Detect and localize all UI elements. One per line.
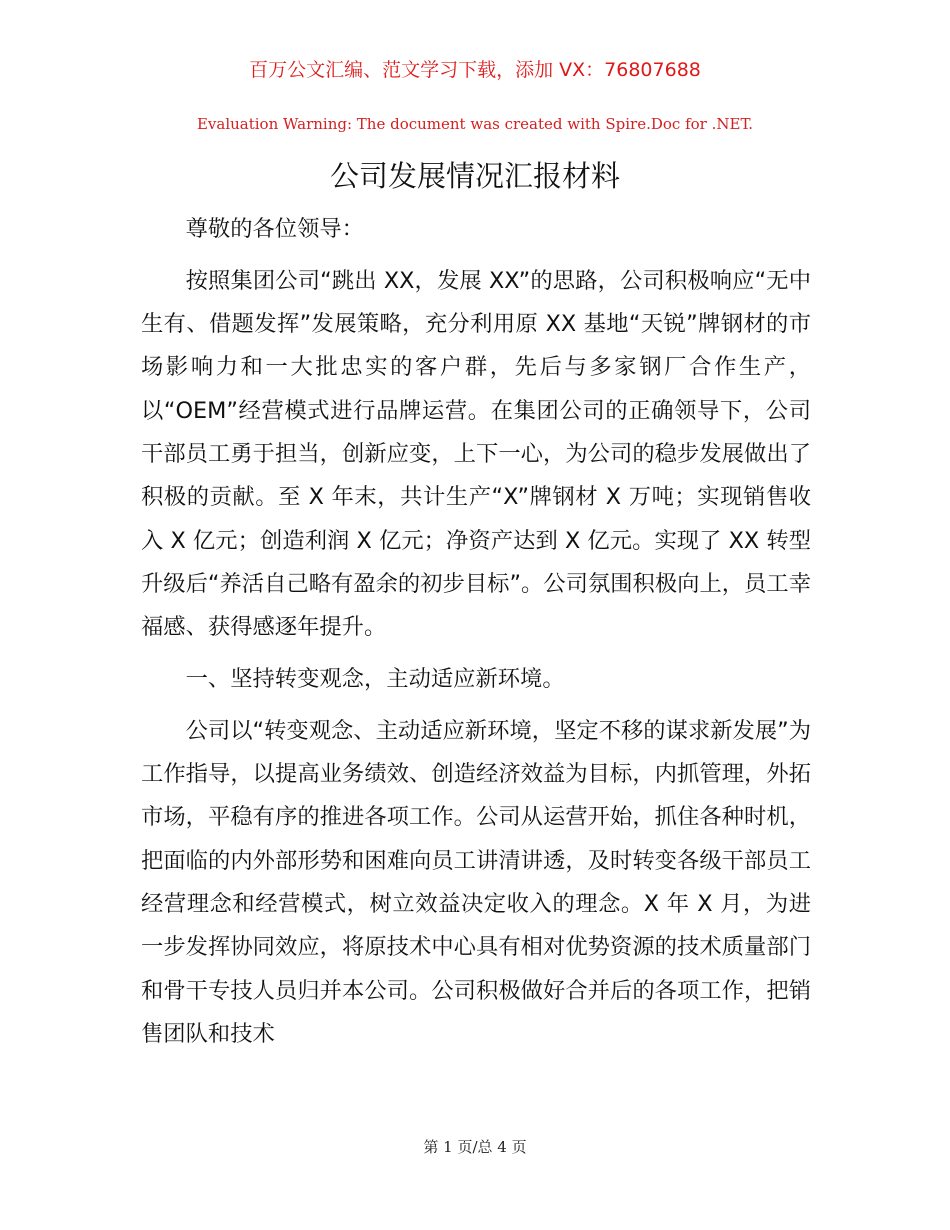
section-heading: 一、坚持转变观念，主动适应新环境。 bbox=[185, 665, 565, 692]
document-body bbox=[141, 208, 811, 1065]
page-number-footer: 第 1 页/总 4 页 bbox=[423, 1138, 527, 1156]
document-title: 公司发展情况汇报材料 bbox=[329, 159, 620, 193]
evaluation-warning: Evaluation Warning: The document was created with Spire.Doc for .NET. bbox=[196, 115, 754, 133]
salutation-paragraph: 尊敬的各位领导： bbox=[185, 216, 364, 242]
body-paragraph: 公司以“转变观念、主动适应新环境，坚定不移的谋求新发展”为工作指导，以提高业务绩效、创造经济效益为目标，内抓管理，外拓市场，平稳有序的推进各项工作。公司从运营开始，抓住各种时机，把面临的内外部形势和困难向员工讲清讲透，及时转变各级干部员工经营理念和经营模式，树立效益决定收入的理念。X 年 X 月，为进一步发挥协同效应，将原技术中心具有相对优势资源的技术质量部门和骨干专技人员归并本公司。公司积极做好合并后的各项工作，把销售团队和技术 bbox=[141, 717, 811, 1047]
body-paragraph: 按照集团公司“跳出 XX，发展 XX”的思路，公司积极响应“无中生有、借题发挥”发展策略，充分利用原 XX 基地“天锐”牌钢材的市场影响力和一大批忠实的客户群，先后与多家钢厂合作生产，以“OEM”经营模式进行品牌运营。在集团公司的正确领导下，公司干部员工勇于担当，创新应变，上下一心，为公司的稳步发展做出了积极的贡献。至 X 年末，共计生产“X”牌钢材 X 万吨；实现销售收入 X 亿元；创造利润 X 亿元；净资产达到 X 亿元。实现了 XX 转型升级后“养活自己略有盈余的初步目标”。公司氛围积极向上，员工幸福感、获得感逐年提升。 bbox=[141, 267, 811, 641]
header-ad-text: 百万公文汇编、范文学习下载，添加 VX：76807688 bbox=[249, 59, 701, 81]
